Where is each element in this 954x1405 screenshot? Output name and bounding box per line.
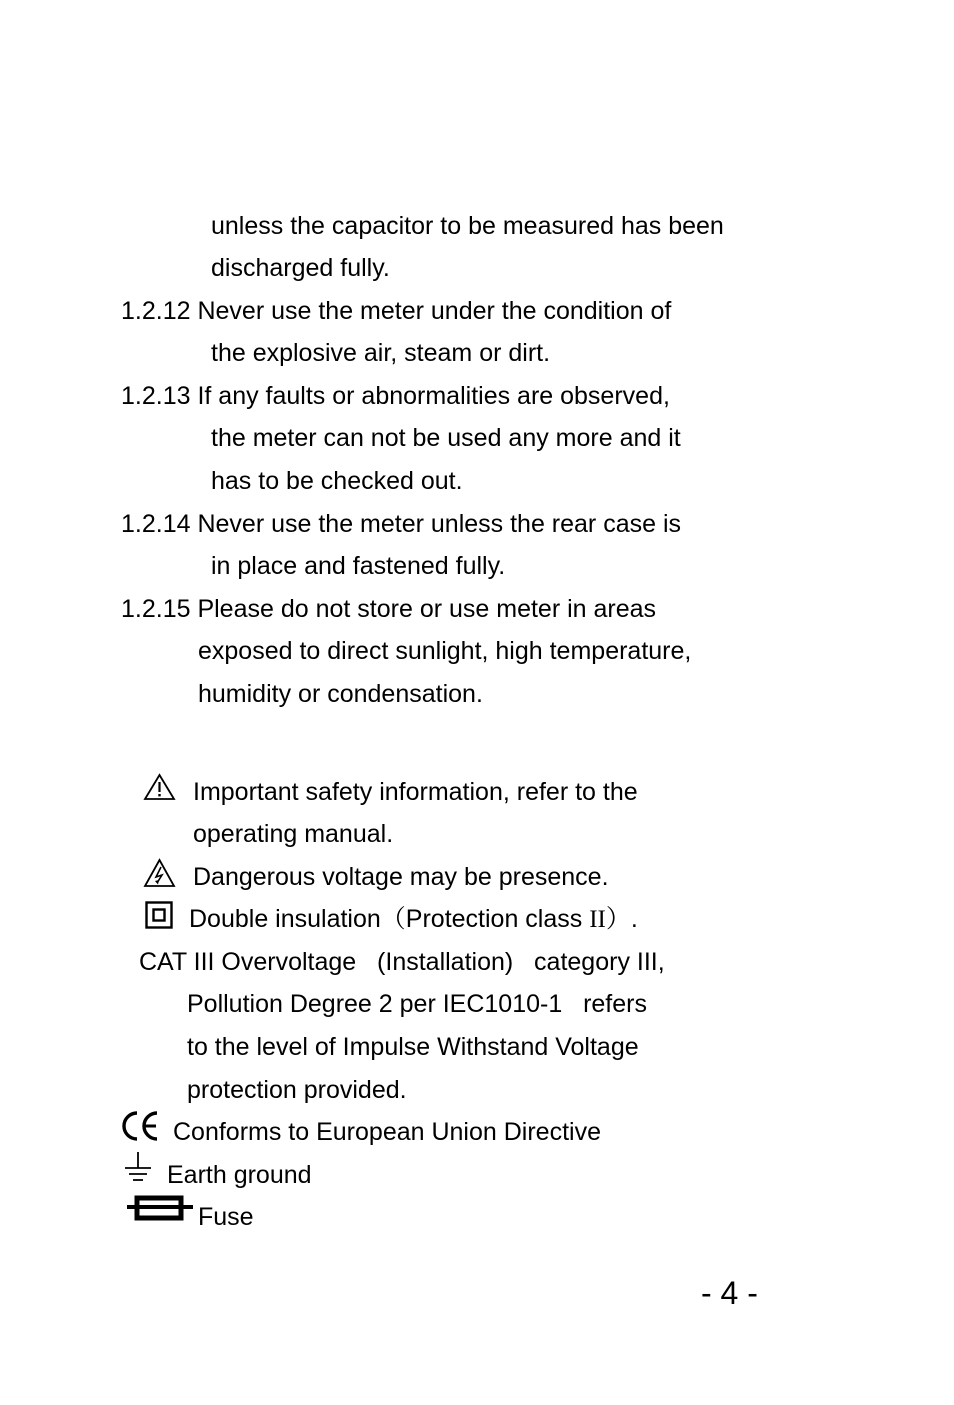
item-continuation-line: exposed to direct sunlight, high temperature, — [198, 637, 692, 665]
item-continuation-line: has to be checked out. — [211, 467, 463, 495]
fuse-icon — [127, 1195, 193, 1223]
warning-text-continued: operating manual. — [193, 820, 394, 848]
ce-conformity-text: Conforms to European Union Directive — [173, 1118, 601, 1146]
double-square-icon — [145, 901, 173, 929]
item-continuation-line: discharged fully. — [211, 254, 390, 282]
cat-iii-text: CAT III Overvoltage (Installation) category III, — [139, 948, 665, 976]
fuse-text: Fuse — [198, 1203, 254, 1231]
item-1-2-15: 1.2.15 Please do not store or use meter in areas — [121, 595, 657, 623]
earth-ground-text: Earth ground — [167, 1161, 312, 1189]
item-continuation-line: humidity or condensation. — [198, 680, 483, 708]
cat-iii-text-continued: to the level of Impulse Withstand Voltage — [187, 1033, 639, 1061]
item-continuation-line: in place and fastened fully. — [211, 552, 506, 580]
cat-iii-text-continued: Pollution Degree 2 per IEC1010-1 refers — [187, 990, 647, 1018]
lightning-triangle-icon — [143, 858, 176, 888]
item-1-2-13: 1.2.13 If any faults or abnormalities are observed, — [121, 382, 670, 410]
warning-text: Important safety information, refer to the — [193, 778, 638, 806]
page-number: - 4 - — [701, 1275, 758, 1311]
item-1-2-12: 1.2.12 Never use the meter under the condition of — [121, 297, 672, 325]
item-continuation-line: the explosive air, steam or dirt. — [211, 339, 551, 367]
double-insulation-label: Double insulation（Protection class — [189, 905, 590, 933]
ce-mark-icon — [121, 1110, 161, 1142]
cat-iii-text-continued: protection provided. — [187, 1076, 407, 1104]
double-insulation-text — [189, 904, 638, 935]
double-insulation-close: ）. — [605, 905, 638, 933]
earth-ground-icon — [123, 1150, 153, 1186]
dangerous-voltage-text: Dangerous voltage may be presence. — [193, 863, 609, 891]
warning-triangle-icon — [143, 773, 176, 801]
item-continuation-line: unless the capacitor to be measured has been — [211, 212, 724, 240]
protection-class-numeral: II — [589, 906, 606, 933]
item-1-2-14: 1.2.14 Never use the meter unless the rear case is — [121, 510, 682, 538]
item-continuation-line: the meter can not be used any more and it — [211, 424, 681, 452]
